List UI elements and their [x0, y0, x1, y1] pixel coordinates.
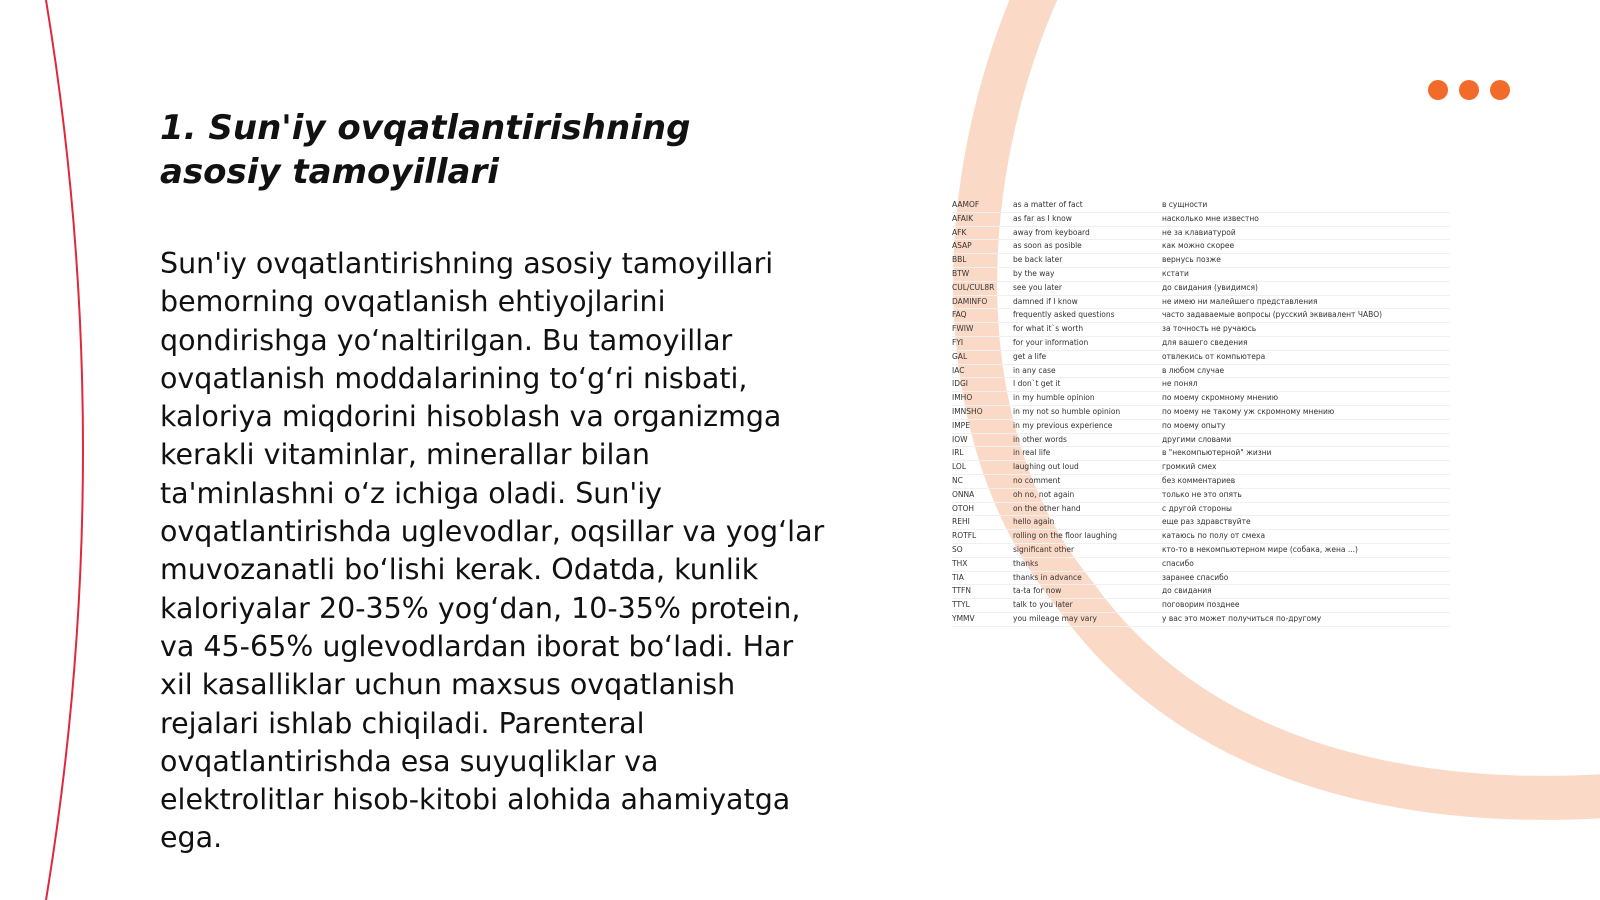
abbreviation-table-body: [952, 199, 1450, 626]
table-row: [952, 364, 1450, 378]
abbreviation-cell: BBL: [952, 254, 1013, 268]
table-row: [952, 599, 1450, 613]
english-meaning-cell: you mileage may vary: [1013, 612, 1162, 626]
table-row: [952, 254, 1450, 268]
russian-meaning-cell: не понял: [1162, 378, 1450, 392]
abbreviation-cell: NC: [952, 474, 1013, 488]
english-meaning-cell: in my previous experience: [1013, 419, 1162, 433]
russian-meaning-cell: за точность не ручаюсь: [1162, 323, 1450, 337]
abbreviation-table: [952, 199, 1450, 627]
table-row: [952, 212, 1450, 226]
abbreviation-cell: ROTFL: [952, 530, 1013, 544]
abbreviation-cell: YMMV: [952, 612, 1013, 626]
english-meaning-cell: damned if I know: [1013, 295, 1162, 309]
table-row: [952, 309, 1450, 323]
english-meaning-cell: thanks: [1013, 557, 1162, 571]
english-meaning-cell: in other words: [1013, 433, 1162, 447]
russian-meaning-cell: спасибо: [1162, 557, 1450, 571]
table-row: [952, 543, 1450, 557]
russian-meaning-cell: у вас это может получиться по-другому: [1162, 612, 1450, 626]
abbreviation-cell: AFK: [952, 226, 1013, 240]
abbreviation-cell: FYI: [952, 336, 1013, 350]
english-meaning-cell: be back later: [1013, 254, 1162, 268]
russian-meaning-cell: заранее спасибо: [1162, 571, 1450, 585]
russian-meaning-cell: только не это опять: [1162, 488, 1450, 502]
russian-meaning-cell: насколько мне известно: [1162, 212, 1450, 226]
table-row: [952, 405, 1450, 419]
english-meaning-cell: thanks in advance: [1013, 571, 1162, 585]
table-row: [952, 295, 1450, 309]
table-row: [952, 447, 1450, 461]
table-row: [952, 392, 1450, 406]
russian-meaning-cell: кто-то в некомпьютерном мире (собака, жена ...): [1162, 543, 1450, 557]
table-row: [952, 267, 1450, 281]
table-row: [952, 612, 1450, 626]
abbreviation-cell: OTOH: [952, 502, 1013, 516]
english-meaning-cell: frequently asked questions: [1013, 309, 1162, 323]
english-meaning-cell: get a life: [1013, 350, 1162, 364]
russian-meaning-cell: для вашего сведения: [1162, 336, 1450, 350]
abbreviation-cell: IAC: [952, 364, 1013, 378]
russian-meaning-cell: в сущности: [1162, 199, 1450, 212]
slide-title: 1. Sun'iy ovqatlantirishning asosiy tamoyillari: [160, 108, 691, 192]
abbreviation-cell: LOL: [952, 461, 1013, 475]
table-row: [952, 281, 1450, 295]
table-row: [952, 474, 1450, 488]
table-row: [952, 199, 1450, 212]
russian-meaning-cell: в любом случае: [1162, 364, 1450, 378]
table-row: [952, 516, 1450, 530]
abbreviation-cell: IMHO: [952, 392, 1013, 406]
abbreviation-cell: GAL: [952, 350, 1013, 364]
dot-icon: [1459, 80, 1479, 100]
dot-icon: [1428, 80, 1448, 100]
russian-meaning-cell: отвлекись от компьютера: [1162, 350, 1450, 364]
abbreviation-cell: FAQ: [952, 309, 1013, 323]
abbreviation-cell: IDGI: [952, 378, 1013, 392]
english-meaning-cell: as soon as posible: [1013, 240, 1162, 254]
russian-meaning-cell: с другой стороны: [1162, 502, 1450, 516]
english-meaning-cell: significant other: [1013, 543, 1162, 557]
english-meaning-cell: for what it`s worth: [1013, 323, 1162, 337]
abbreviation-cell: IMPE: [952, 419, 1013, 433]
russian-meaning-cell: не имею ни малейшего представления: [1162, 295, 1450, 309]
russian-meaning-cell: до свидания: [1162, 585, 1450, 599]
english-meaning-cell: in real life: [1013, 447, 1162, 461]
russian-meaning-cell: до свидания (увидимся): [1162, 281, 1450, 295]
abbreviation-cell: DAMINFO: [952, 295, 1013, 309]
table-row: [952, 571, 1450, 585]
russian-meaning-cell: вернусь позже: [1162, 254, 1450, 268]
abbreviation-cell: THX: [952, 557, 1013, 571]
table-row: [952, 461, 1450, 475]
russian-meaning-cell: по моему не такому уж скромному мнению: [1162, 405, 1450, 419]
table-row: [952, 585, 1450, 599]
russian-meaning-cell: как можно скорее: [1162, 240, 1450, 254]
english-meaning-cell: rolling on the floor laughing: [1013, 530, 1162, 544]
abbreviation-cell: IRL: [952, 447, 1013, 461]
table-row: [952, 240, 1450, 254]
english-meaning-cell: as a matter of fact: [1013, 199, 1162, 212]
dot-icon: [1490, 80, 1510, 100]
abbreviation-cell: SO: [952, 543, 1013, 557]
russian-meaning-cell: без комментариев: [1162, 474, 1450, 488]
table-row: [952, 530, 1450, 544]
table-row: [952, 378, 1450, 392]
russian-meaning-cell: по моему скромному мнению: [1162, 392, 1450, 406]
russian-meaning-cell: громкий смех: [1162, 461, 1450, 475]
english-meaning-cell: no comment: [1013, 474, 1162, 488]
english-meaning-cell: talk to you later: [1013, 599, 1162, 613]
russian-meaning-cell: поговорим позднее: [1162, 599, 1450, 613]
table-row: [952, 226, 1450, 240]
russian-meaning-cell: не за клавиатурой: [1162, 226, 1450, 240]
slide-body: Sun'iy ovqatlantirishning asosiy tamoyillari bemorning ovqatlanish ehtiyojlarini qondirishga yo‘naltirilgan. Bu tamoyillar ovqatlanish moddalarining to‘g‘ri nisbati, kaloriya miqdorini hisoblash va organizmga kerakli vitaminlar, minerallar bilan ta'minlashni o‘z ichiga oladi. Sun'iy ovqatlantirishda uglevodlar, oqsillar va yog‘lar muvozanatli bo‘lishi kerak. Odatda, kunlik kaloriyalar 20-35% yog‘dan, 10-35% protein, va 45-65% uglevodlardan iborat bo‘ladi. Har xil kasalliklar uchun maxsus ovqatlanish rejalari ishlab chiqiladi. Parenteral ovqatlantirishda esa suyuqliklar va elektrolitlar hisob-kitobi alohida ahamiyatga ega.: [160, 247, 825, 855]
table-row: [952, 433, 1450, 447]
table-row: [952, 323, 1450, 337]
table-row: [952, 419, 1450, 433]
russian-meaning-cell: в "некомпьютерной" жизни: [1162, 447, 1450, 461]
abbreviation-cell: REHI: [952, 516, 1013, 530]
russian-meaning-cell: кстати: [1162, 267, 1450, 281]
english-meaning-cell: by the way: [1013, 267, 1162, 281]
english-meaning-cell: in my humble opinion: [1013, 392, 1162, 406]
abbreviation-cell: AAMOF: [952, 199, 1013, 212]
russian-meaning-cell: катаюсь по полу от смеха: [1162, 530, 1450, 544]
russian-meaning-cell: часто задаваемые вопросы (русский эквивалент ЧАВО): [1162, 309, 1450, 323]
abbreviation-cell: TIA: [952, 571, 1013, 585]
english-meaning-cell: I don`t get it: [1013, 378, 1162, 392]
abbreviation-cell: AFAIK: [952, 212, 1013, 226]
abbreviation-cell: FWIW: [952, 323, 1013, 337]
abbreviation-cell: TTFN: [952, 585, 1013, 599]
abbreviation-cell: TTYL: [952, 599, 1013, 613]
abbreviation-cell: IOW: [952, 433, 1013, 447]
table-row: [952, 336, 1450, 350]
english-meaning-cell: away from keyboard: [1013, 226, 1162, 240]
russian-meaning-cell: еще раз здравствуйте: [1162, 516, 1450, 530]
english-meaning-cell: for your information: [1013, 336, 1162, 350]
abbreviation-cell: ONNA: [952, 488, 1013, 502]
abbreviation-cell: ASAP: [952, 240, 1013, 254]
decorative-dots: [1428, 80, 1510, 100]
english-meaning-cell: in my not so humble opinion: [1013, 405, 1162, 419]
english-meaning-cell: oh no, not again: [1013, 488, 1162, 502]
table-row: [952, 350, 1450, 364]
english-meaning-cell: see you later: [1013, 281, 1162, 295]
english-meaning-cell: as far as I know: [1013, 212, 1162, 226]
table-row: [952, 488, 1450, 502]
russian-meaning-cell: по моему опыту: [1162, 419, 1450, 433]
english-meaning-cell: laughing out loud: [1013, 461, 1162, 475]
russian-meaning-cell: другими словами: [1162, 433, 1450, 447]
english-meaning-cell: in any case: [1013, 364, 1162, 378]
abbreviation-cell: CUL/CUL8R: [952, 281, 1013, 295]
english-meaning-cell: hello again: [1013, 516, 1162, 530]
abbreviation-cell: IMNSHO: [952, 405, 1013, 419]
english-meaning-cell: ta-ta for now: [1013, 585, 1162, 599]
table-row: [952, 557, 1450, 571]
table-row: [952, 502, 1450, 516]
abbreviation-cell: BTW: [952, 267, 1013, 281]
decorative-red-line: [46, 0, 83, 900]
english-meaning-cell: on the other hand: [1013, 502, 1162, 516]
